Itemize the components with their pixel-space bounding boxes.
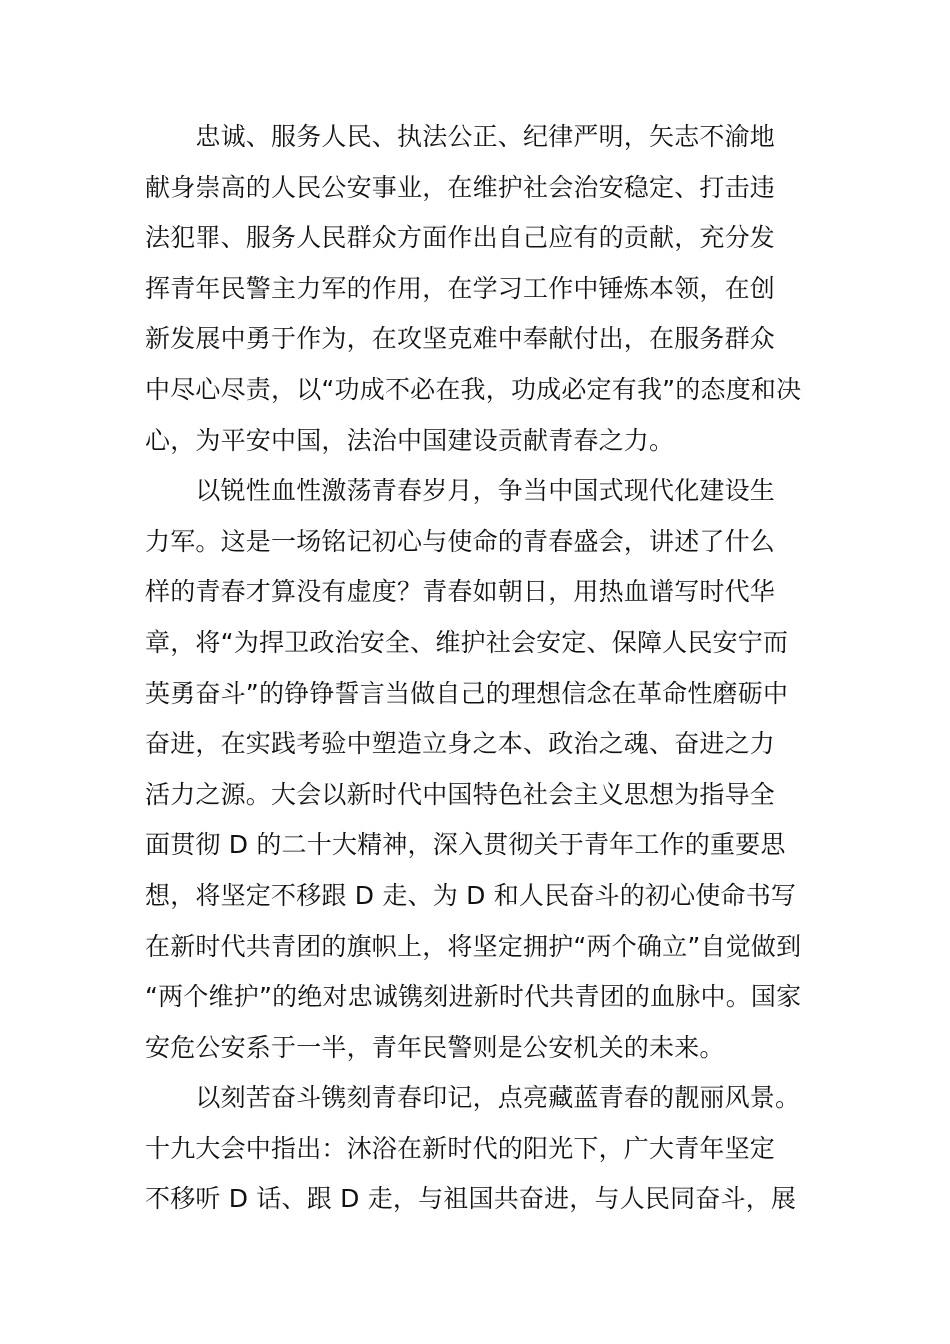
text-line: 以刻苦奋斗镌刻青春印记，点亮藏蓝青春的靓丽风景。 [145,1083,801,1113]
text-line: 力军。这是一场铭记初心与使命的青春盛会，讲述了什么 [145,526,776,556]
text-line: 法犯罪、服务人民群众方面作出自己应有的贡献，充分发 [145,223,776,253]
text-line: 活力之源。大会以新时代中国特色社会主义思想为指导全 [145,779,776,809]
text-line: 英勇奋斗”的铮铮誓言当做自己的理想信念在革命性磨砺中 [145,678,789,708]
text-line: 十九大会中指出：沐浴在新时代的阳光下，广大青年坚定 [145,1133,776,1163]
text-line: 挥青年民警主力军的作用，在学习工作中锤炼本领，在创 [145,273,776,303]
text-line: 中尽心尽责，以“功成不必在我，功成必定有我”的态度和决 [145,374,802,404]
text-line: 奋进，在实践考验中塑造立身之本、政治之魂、奋进之力 [145,729,776,759]
text-line: 不移听 D 话、跟 D 走，与祖国共奋进，与人民同奋斗，展 [145,1184,797,1214]
text-line: 忠诚、服务人民、执法公正、纪律严明，矢志不渝地 [145,122,776,151]
text-line: 安危公安系于一半，青年民警则是公安机关的未来。 [145,1032,725,1062]
text-line: 想，将坚定不移跟 D 走、为 D 和人民奋斗的初心使命书写 [145,880,797,910]
text-line: 以锐性血性激荡青春岁月，争当中国式现代化建设生 [145,476,776,506]
text-line: “两个维护”的绝对忠诚镌刻进新时代共青团的血脉中。国家 [145,982,802,1012]
body-text [145,112,825,1225]
text-line: 献身崇高的人民公安事业，在维护社会治安稳定、打击违 [145,172,776,202]
text-line: 在新时代共青团的旗帜上，将坚定拥护“两个确立”自觉做到 [145,931,802,961]
text-line: 章，将“为捍卫政治安全、维护社会安定、保障人民安宁而 [145,627,789,657]
text-line: 心，为平安中国，法治中国建设贡献青春之力。 [145,425,675,455]
text-line: 新发展中勇于作为，在攻坚克难中奉献付出，在服务群众 [145,324,776,354]
text-line: 样的青春才算没有虚度？青春如朝日，用热血谱写时代华 [145,577,776,607]
text-line: 面贯彻 D 的二十大精神，深入贯彻关于青年工作的重要思 [145,830,786,860]
